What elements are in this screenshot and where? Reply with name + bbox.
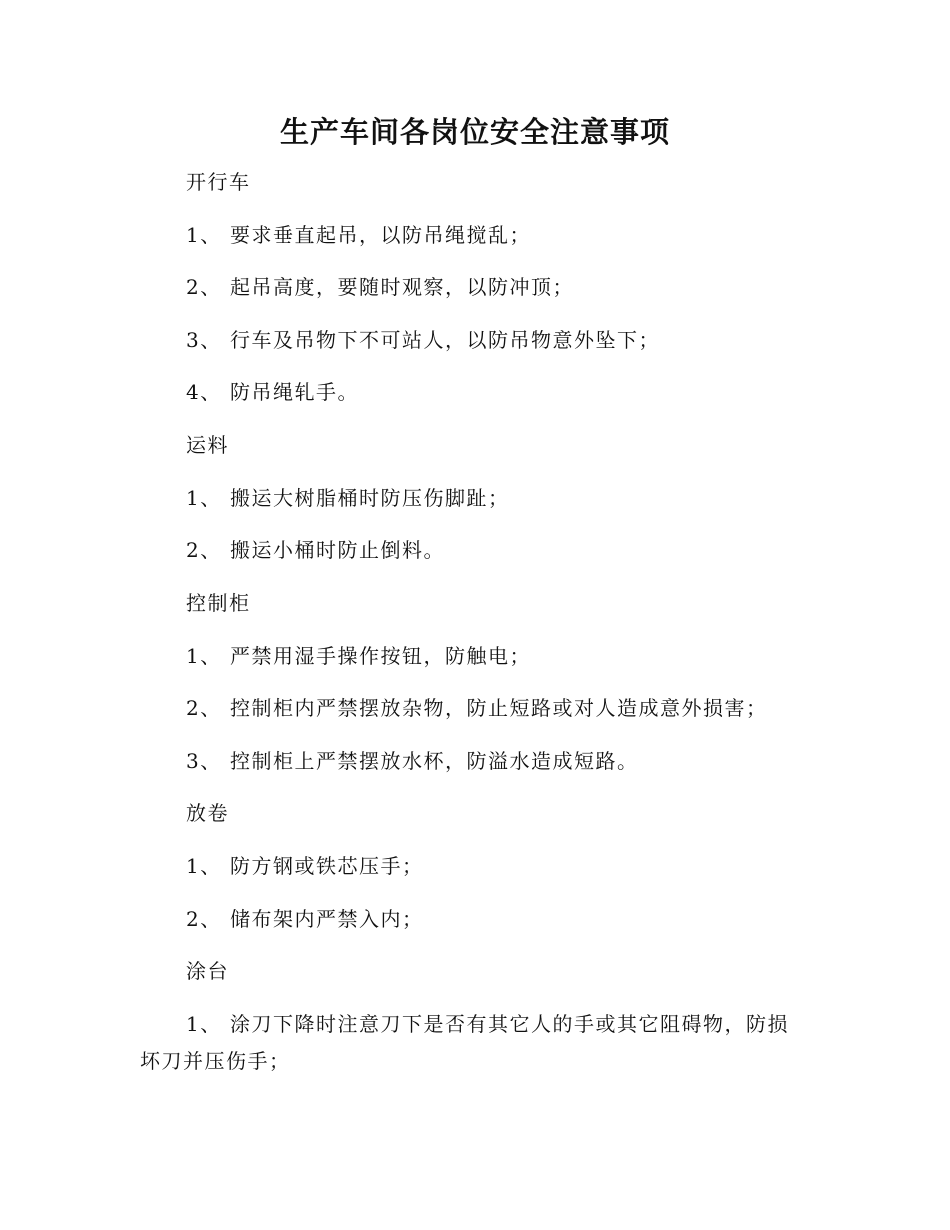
section-heading: 控制柜	[186, 591, 251, 615]
list-item	[186, 535, 445, 565]
item-number: 4、	[186, 380, 222, 404]
section-heading: 运料	[186, 433, 229, 457]
item-number: 2、	[186, 275, 222, 299]
page-title: 生产车间各岗位安全注意事项	[279, 115, 670, 149]
list-item	[186, 641, 531, 671]
list-item	[186, 483, 510, 513]
item-text: 搬运大树脂桶时防压伤脚趾；	[230, 486, 510, 510]
item-number: 1、	[186, 223, 222, 247]
item-text: 要求垂直起吊，以防吊绳搅乱；	[230, 223, 531, 247]
item-number: 1、	[186, 1012, 222, 1036]
list-item	[186, 904, 424, 934]
item-number: 3、	[186, 749, 222, 773]
list-item	[186, 851, 424, 881]
item-text: 搬运小桶时防止倒料。	[230, 538, 445, 562]
list-item	[186, 325, 660, 355]
section-heading: 涂台	[186, 959, 229, 983]
item-number: 1、	[186, 644, 222, 668]
item-text: 严禁用湿手操作按钮，防触电；	[230, 644, 531, 668]
section-heading: 放卷	[186, 801, 229, 825]
section-heading: 开行车	[186, 170, 251, 194]
list-item	[186, 693, 768, 723]
item-number: 2、	[186, 538, 222, 562]
item-number: 3、	[186, 328, 222, 352]
list-item	[186, 220, 531, 250]
item-number: 1、	[186, 854, 222, 878]
list-item	[186, 746, 639, 776]
item-number: 2、	[186, 696, 222, 720]
list-item	[186, 377, 359, 407]
item-text: 防吊绳轧手。	[230, 380, 359, 404]
item-number: 1、	[186, 486, 222, 510]
item-text: 控制柜内严禁摆放杂物，防止短路或对人造成意外损害；	[230, 696, 768, 720]
item-text: 储布架内严禁入内；	[230, 907, 424, 931]
list-item	[186, 272, 574, 302]
item-text: 行车及吊物下不可站人，以防吊物意外坠下；	[230, 328, 660, 352]
item-text: 控制柜上严禁摆放水杯，防溢水造成短路。	[230, 749, 639, 773]
item-text: 防方钢或铁芯压手；	[230, 854, 424, 878]
list-item-continuation: 坏刀并压伤手；	[140, 1049, 291, 1073]
item-number: 2、	[186, 907, 222, 931]
list-item	[186, 1009, 789, 1039]
item-text: 涂刀下降时注意刀下是否有其它人的手或其它阻碍物，防损	[230, 1012, 789, 1036]
item-text: 起吊高度，要随时观察，以防冲顶；	[230, 275, 574, 299]
